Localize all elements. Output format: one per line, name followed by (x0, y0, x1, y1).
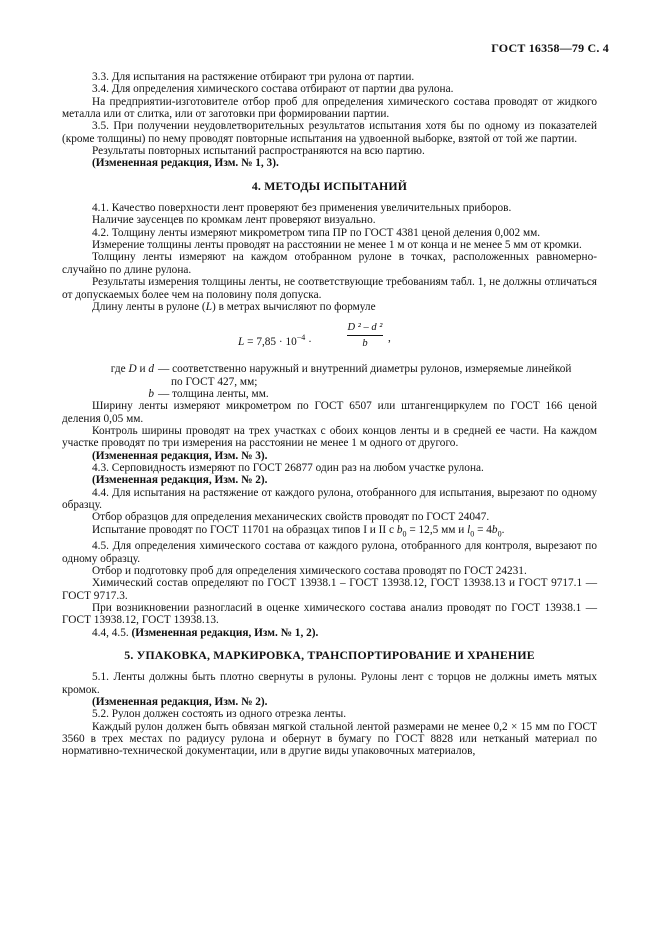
paragraph: Наличие заусенцев по кромкам лент проверяют визуально. (92, 214, 376, 227)
paragraph: 3.4. Для определения химического состава отбирают от партии два рулона. (92, 83, 454, 96)
text-run: по ГОСТ 427, мм; (171, 375, 258, 388)
paragraph: Измерение толщины ленты проводят на расстоянии не менее 1 м от конца и не менее 5 мм от кромки. (92, 239, 582, 252)
paragraph: 4.1. Качество поверхности лент проверяют без применения увеличительных приборов. (92, 202, 512, 215)
where-desc: — толщина ленты, мм. (158, 387, 269, 400)
amendment-note: (Измененная редакция, Изм. № 1, 3). (92, 157, 279, 170)
paragraph: 5.2. Рулон должен состоять из одного отрезка ленты. (92, 708, 347, 721)
section-heading: 5. УПАКОВКА, МАРКИРОВКА, ТРАНСПОРТИРОВАНИЕ И ХРАНЕНИЕ (124, 648, 535, 662)
paragraph: Ширину ленты измеряют микрометром по ГОСТ 6507 или штангенциркулем по ГОСТ 166 ценой деления 0,05 мм. (62, 400, 597, 425)
text-run: = 7,85 · 10 (244, 335, 297, 348)
text-run: где (110, 363, 126, 376)
text-run: Длину ленты в рулоне ( (92, 300, 206, 313)
amendment-note: (Измененная редакция, Изм. № 1, 2). (131, 626, 319, 639)
paragraph: 4.2. Толщину ленты измеряют микрометром типа ПР по ГОСТ 4381 ценой деления 0,002 мм. (92, 226, 541, 239)
where-row (62, 388, 597, 400)
variable: L (238, 335, 245, 348)
variable: l (467, 523, 471, 536)
where-term (62, 388, 158, 400)
text-run: = 12,5 мм и (406, 523, 468, 536)
where-row (62, 363, 597, 388)
paragraph: Каждый рулон должен быть обвязан мягкой стальной лентой размерами не менее 0,2 × 15 мм по ГОСТ 3560 в трех местах по радиусу рулона и обернут в бумагу по ГОСТ 8828 или нетканый материал по нормативно-технической документации, или в другие виды упаковочных материалов, (62, 720, 597, 758)
where-desc (158, 363, 597, 388)
text-run: ) в метрах вычисляют по формуле (212, 300, 376, 313)
paragraph: 5.1. Ленты должны быть плотно свернуты в рулоны. Рулоны лент с торцов не должны иметь мятых кромок. (62, 671, 597, 696)
paragraph: Отбор и подготовку проб для определения химического состава проводят по ГОСТ 24231. (92, 564, 527, 577)
variable: b (491, 523, 498, 536)
subscript: 0 (402, 528, 407, 538)
variable: b (148, 387, 154, 400)
variable: b (396, 523, 403, 536)
paragraph: 3.5. При получении неудовлетворительных результатов испытания хотя бы по одному из показателей (кроме толщины) по нему проводят повторные испытания на удвоенной выборке, взятой от той же партии. (62, 120, 597, 145)
denominator: b (362, 338, 368, 350)
variable: L (205, 300, 212, 313)
text-run: = 4 (474, 523, 492, 536)
paragraph: 4.4. Для испытания на растяжение от каждого рулона, отобранного для испытания, вырезают по одному образцу. (62, 486, 597, 511)
paragraph: Контроль ширины проводят на трех участках с обоих концов ленты и в средней ее части. На каждом участке проводят по три измерения на расстоянии не менее 1 м одного от другого. (62, 424, 597, 450)
paragraph: Химический состав определяют по ГОСТ 13938.1 – ГОСТ 13938.12, ГОСТ 13938.13 и ГОСТ 9717.1 — ГОСТ 9717.3. (62, 577, 597, 602)
text-run: — соответственно наружный и внутренний диаметры рулонов, измеряемые линейкой (158, 363, 572, 376)
paragraph (62, 301, 597, 313)
formula (62, 321, 597, 355)
paragraph: На предприятии-изготовителе отбор проб для определения химического состава проводят от жидкого металла или от слитка, или от заготовки при формировании партии. (62, 95, 597, 121)
amendment-note: (Измененная редакция, Изм. № 3). (92, 449, 268, 462)
paragraph: Результаты измерения толщины ленты, не соответствующие требованиям табл. 1, не должны отличаться от допускаемых более чем на половину поля допуска. (62, 276, 597, 301)
paragraph: Толщину ленты измеряют на каждом отобранном рулоне в точках, расположенных равномерно-случайно по длине рулона. (62, 251, 597, 276)
subscript: 0 (470, 528, 475, 538)
fraction-bar (347, 335, 383, 336)
text-run: и (136, 363, 149, 376)
amendment-note: (Измененная редакция, Изм. № 2). (92, 696, 268, 709)
paragraph: Отбор образцов для определения механических свойств проводят по ГОСТ 24047. (92, 511, 490, 524)
variable: D (128, 363, 137, 376)
page-content (62, 71, 597, 758)
text-run: Испытание проводят по ГОСТ 11701 на образцах типов I и II с (92, 523, 397, 536)
exponent: −4 (296, 333, 306, 343)
paragraph (62, 627, 597, 639)
text-run: · (305, 335, 312, 348)
variable: d (148, 363, 154, 376)
text-run: 4.4, 4.5. (92, 626, 132, 639)
formula-lhs (238, 332, 312, 348)
paragraph: При возникновении разногласий в оценке химического состава анализ проводят по ГОСТ 13938.1 — ГОСТ 13938.12, ГОСТ 13938.13. (62, 601, 597, 627)
page-header: ГОСТ 16358—79 С. 4 (491, 41, 609, 55)
paragraph: 4.3. Серповидность измеряют по ГОСТ 26877 один раз на любом участке рулона. (92, 461, 484, 474)
section-heading: 4. МЕТОДЫ ИСПЫТАНИЙ (251, 178, 408, 193)
where-term (62, 363, 158, 388)
amendment-note: (Измененная редакция, Изм. № 2). (92, 474, 268, 487)
numerator: D ² – d ² (347, 322, 383, 334)
subscript: 0 (497, 528, 502, 538)
paragraph: 3.3. Для испытания на растяжение отбирают три рулона от партии. (92, 71, 415, 83)
formula-fraction (347, 321, 383, 350)
paragraph: 4.5. Для определения химического состава от каждого рулона, отобранного для контроля, вырезают по одному образцу. (62, 540, 597, 565)
formula-comma: , (388, 332, 391, 345)
text-run: . (501, 523, 505, 536)
paragraph: Результаты повторных испытаний распространяются на всю партию. (92, 145, 425, 158)
paragraph (62, 524, 597, 541)
